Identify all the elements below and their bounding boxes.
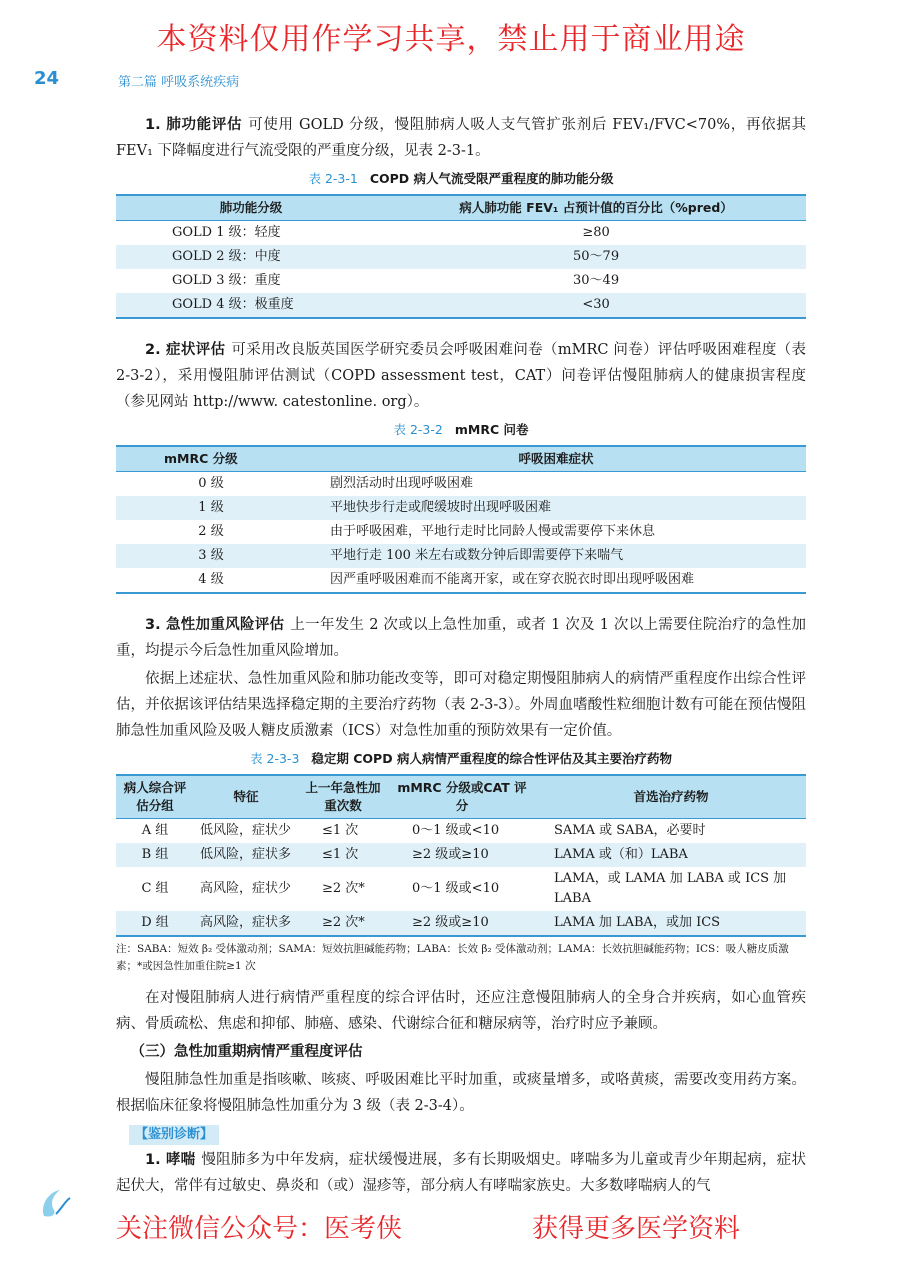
table-title: mMRC 问卷 [454,422,529,437]
table-cell: ≤1 次 [322,847,359,862]
table-cell: 由于呼吸困难，平地行走时比同龄人慢或需要停下来休息 [330,524,656,539]
table-row [116,245,806,269]
table-row [116,843,806,867]
page-body [116,112,806,1201]
table-cell: 0～1 级或<10 [412,823,500,838]
table-cell: ≥2 次* [322,915,365,930]
paragraph-lead: 3. 急性加重风险评估 [145,617,285,633]
table-row [116,496,806,520]
table-header-row [116,446,806,472]
table-comprehensive-assessment [116,774,806,937]
table-cell: GOLD 2 级：中度 [172,249,281,264]
paragraph-asthma [116,1147,806,1199]
watermark-footer-left: 关注微信公众号：医考侠 [116,1214,403,1244]
table-cell: 30～49 [573,273,620,288]
table-cell: 平地快步行走或爬缓坡时出现呼吸困难 [330,500,552,515]
table-cell: GOLD 4 级：极重度 [172,297,294,312]
column-header: 肺功能分级 [219,200,283,215]
table-row [116,221,806,246]
watermark-footer-right: 获得更多医学资料 [532,1214,741,1244]
column-header: 病人综合评估分组 [123,780,187,813]
table-row [116,293,806,318]
table-footnote: 注：SABA：短效 β₂ 受体激动剂；SAMA：短效抗胆碱能药物；LABA：长效 β₂ 受体激动剂；LAMA：长效抗胆碱能药物；ICS：吸人糖皮质激素；*或因急性加重住院≥1 次 [116,943,789,972]
paragraph-text: 可使用 GOLD 分级，慢阻肺病人吸人支气管扩张剂后 FEV₁/FVC<70%，再依据其 FEV₁ 下降幅度进行气流受限的严重度分级，见表 2-3-1。 [116,117,806,159]
table-cell: A 组 [141,823,169,838]
table-mmrc [116,445,806,594]
table-cell: 低风险，症状多 [200,847,292,862]
page-number: 24 [34,68,60,89]
table-cell: 1 级 [198,500,224,515]
table-row [116,568,806,593]
table-title: 稳定期 COPD 病人病情严重程度的综合性评估及其主要治疗药物 [311,751,672,766]
table-cell: GOLD 3 级：重度 [172,273,281,288]
table-cell: <30 [582,297,610,312]
table-cell: B 组 [141,847,169,862]
table-cell: ≥2 次* [322,881,365,896]
paragraph-exacerbation-risk [116,612,806,664]
table-cell: 因严重呼吸困难而不能离开家，或在穿衣脱衣时即出现呼吸困难 [330,572,695,587]
paragraph-lead: 1. 肺功能评估 [145,117,243,133]
table-cell: 平地行走 100 米左右或数分钟后即需要停下来喘气 [330,548,624,563]
column-header: mMRC 分级 [164,451,238,466]
column-header: mMRC 分级或CAT 评分 [397,780,527,813]
watermark-banner-top: 本资料仅用作学习共享，禁止用于商业用途 [156,22,746,57]
paragraph-symptom [116,337,806,415]
table-header-row [116,775,806,819]
table-cell: 剧烈活动时出现呼吸困难 [330,476,474,491]
table-cell: LAMA 加 LABA，或加 ICS [554,915,721,930]
column-header: 病人肺功能 FEV₁ 占预计值的百分比（%pred） [459,200,733,215]
table-cell: 高风险，症状多 [200,915,292,930]
table-caption [116,421,806,439]
table-cell: ≥80 [582,225,610,240]
table-cell: D 组 [141,915,169,930]
table-cell: 低风险，症状少 [200,823,292,838]
paragraph-text: 慢阻肺多为中年发病，症状缓慢进展，多有长期吸烟史。哮喘多为儿童或青少年期起病，症状起伏大，常伴有过敏史、鼻炎和（或）湿疹等，部分病人有哮喘家族史。大多数哮喘病人的气 [116,1152,806,1194]
paragraph-acute-exacerbation: 慢阻肺急性加重是指咳嗽、咳痰、呼吸困难比平时加重，或痰量增多，或咯黄痰，需要改变用药方案。根据临床征象将慢阻肺急性加重分为 3 级（表 2-3-4）。 [116,1072,806,1114]
table-row [116,911,806,936]
table-row [116,819,806,844]
table-number: 表 2-3-3 [250,751,300,766]
column-header: 呼吸困难症状 [518,451,594,466]
table-row [116,867,806,911]
table-number: 表 2-3-2 [393,422,443,437]
differential-diagnosis-tag: 【鉴别诊断】 [129,1125,219,1145]
table-cell: 2 级 [198,524,224,539]
table-title: COPD 病人气流受限严重程度的肺功能分级 [369,171,614,186]
table-cell: ≥2 级或≥10 [412,915,489,930]
table-cell: ≤1 次 [322,823,359,838]
paragraph-lung-function [116,112,806,164]
table-header-row [116,195,806,221]
column-header: 首选治疗药物 [633,789,709,804]
table-cell: 高风险，症状少 [200,881,292,896]
notes-logo-icon [36,1184,76,1224]
subsection-heading: （三）急性加重期病情严重程度评估 [130,1044,363,1060]
table-number: 表 2-3-1 [308,171,358,186]
table-caption [116,170,806,188]
table-gold-grading [116,194,806,319]
table-row [116,544,806,568]
table-cell: 3 级 [198,548,224,563]
table-row [116,520,806,544]
table-cell: LAMA 或（和）LABA [554,847,688,862]
running-head: 第二篇 呼吸系统疾病 [118,75,240,90]
table-caption [116,750,806,768]
table-row [116,269,806,293]
column-header: 上一年急性加重次数 [305,780,381,813]
table-row [116,472,806,497]
table-cell: 4 级 [198,572,224,587]
table-cell: 0 级 [198,476,224,491]
table-cell: ≥2 级或≥10 [412,847,489,862]
column-header: 特征 [233,789,259,804]
page-header [34,68,874,92]
table-cell: 0～1 级或<10 [412,881,500,896]
paragraph-text: 可采用改良版英国医学研究委员会呼吸困难问卷（mMRC 问卷）评估呼吸困难程度（表 2-3-2），采用慢阻肺评估测试（COPD assessment test，CAT）问卷评估慢阻肺病人的健康损害程度（参见网站 http://www. catestonline. org）。 [116,342,806,410]
table-cell: 50～79 [573,249,620,264]
table-cell: LAMA，或 LAMA 加 LABA 或 ICS 加 LABA [554,871,787,906]
paragraph-lead: 2. 症状评估 [145,342,226,358]
table-cell: SAMA 或 SABA，必要时 [554,823,706,838]
paragraph-text: 上一年发生 2 次或以上急性加重，或者 1 次及 1 次以上需要住院治疗的急性加重，均提示今后急性加重风险增加。 [116,617,806,659]
paragraph-comprehensive: 依据上述症状、急性加重风险和肺功能改变等，即可对稳定期慢阻肺病人的病情严重程度作出综合性评估，并依据该评估结果选择稳定期的主要治疗药物（表 2-3-3）。外周血嗜酸性粒细胞计数有可能在预估慢阻肺急性加重风险及吸人糖皮质激素（ICS）对急性加重的预防效果有一定价值。 [116,671,806,739]
paragraph-lead: 1. 哮喘 [145,1152,196,1168]
table-cell: C 组 [141,881,169,896]
table-cell: GOLD 1 级：轻度 [172,225,281,240]
paragraph-comorbidities: 在对慢阻肺病人进行病情严重程度的综合评估时，还应注意慢阻肺病人的全身合并疾病，如心血管疾病、骨质疏松、焦虑和抑郁、肺癌、感染、代谢综合征和糖尿病等，治疗时应予兼顾。 [116,990,806,1032]
